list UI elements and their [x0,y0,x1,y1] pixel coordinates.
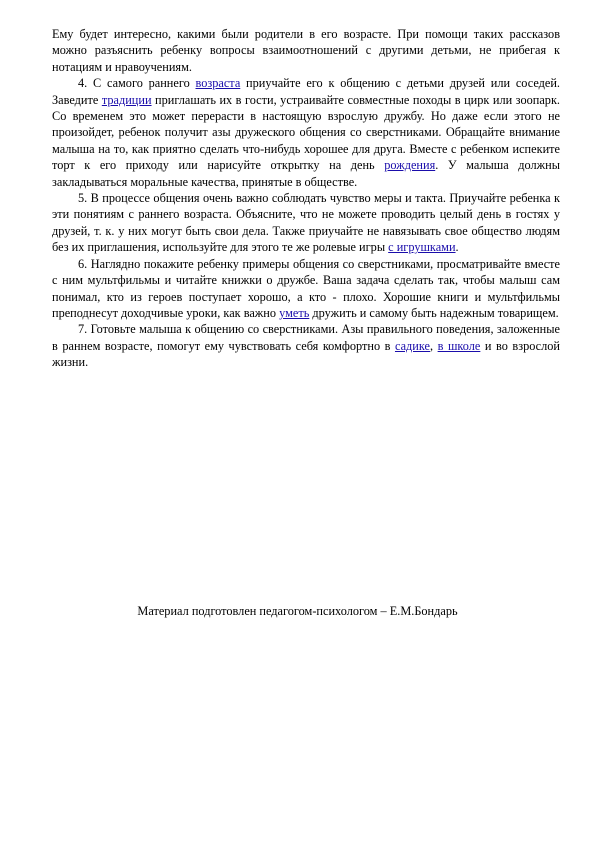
paragraph-text: . [455,240,459,255]
inline-link[interactable]: с игрушками [388,240,456,255]
inline-link[interactable]: традиции [101,92,152,107]
paragraph-text: Ему будет интересно, какими были родители в его возрасте. При помощи таких рассказов можно разъяснить ребенку вопросы взаимоотношений с другими детьми, не прибегая к нотациям и нравоучениям. [52,27,560,74]
paragraph-text: 4. С самого раннего [78,76,196,91]
inline-link[interactable]: возраста [195,76,241,91]
paragraph-text: 6. Наглядно покажите ребенку примеры общения со сверстниками, просматривайте вместе с ним мультфильмы и читайте книжки о дружбе. Ваша задача сделать так, чтобы малыш сам понимал, кто из героев поступает хорошо, а кто - плохо. Хорошие книги и мультфильмы преподнесут доходчивые уроки, как важно [52,256,560,320]
paragraph [52,190,560,256]
paragraph-text: приучайте его к общению с детьми друзей или соседей. Заведите [52,76,561,107]
paragraph-text: 7. Готовьте малыша к общению со сверстниками. Азы правильного поведения, заложенные в раннем возрасте, помогут ему чувствовать себя комфортно в [52,322,560,353]
paragraph [52,75,560,190]
paragraph-text: , [430,338,438,353]
inline-link[interactable]: рождения [384,158,436,173]
author-signature: Материал подготовлен педагогом-психологом – Е.М.Бондарь [137,604,458,618]
paragraph-text: и во взрослой жизни. [52,338,561,370]
inline-link[interactable]: садике [394,338,430,353]
document-body [52,26,560,371]
paragraph-text: приглашать их в гости, устраивайте совместные походы в цирк или зоопарк. Со временем это может перерасти в настоящую взрослую дружбу. Но даже если этого не произойдет, ребенок получит азы дружеского общения со сверстниками. Обращайте внимание малыша на то, как приятно сделать что-нибудь хорошее для друга. Вместе с ребенком испеките торт к его приходу или нарисуйте открытку на день [52,92,560,173]
paragraph-text: дружить и самому быть надежным товарищем. [309,305,559,320]
paragraph-text: . У малыша должны закладываться моральные качества, принятые в обществе. [52,158,561,189]
paragraph-text: 5. В процессе общения очень важно соблюдать чувство меры и такта. Приучайте ребенка к эти понятиям с раннего возраста. Объясните, что не можете проводить целый день в гостях у друзей, т. к. у них могут быть свои дела. Также приучайте не навязывать свое общество людям без их приглашения, используйте для этого те же ролевые игры [52,191,560,255]
paragraph [52,256,560,322]
paragraph [52,321,560,370]
paragraph [52,26,560,75]
inline-link[interactable]: в школе [437,338,481,353]
inline-link[interactable]: уметь [279,305,310,320]
